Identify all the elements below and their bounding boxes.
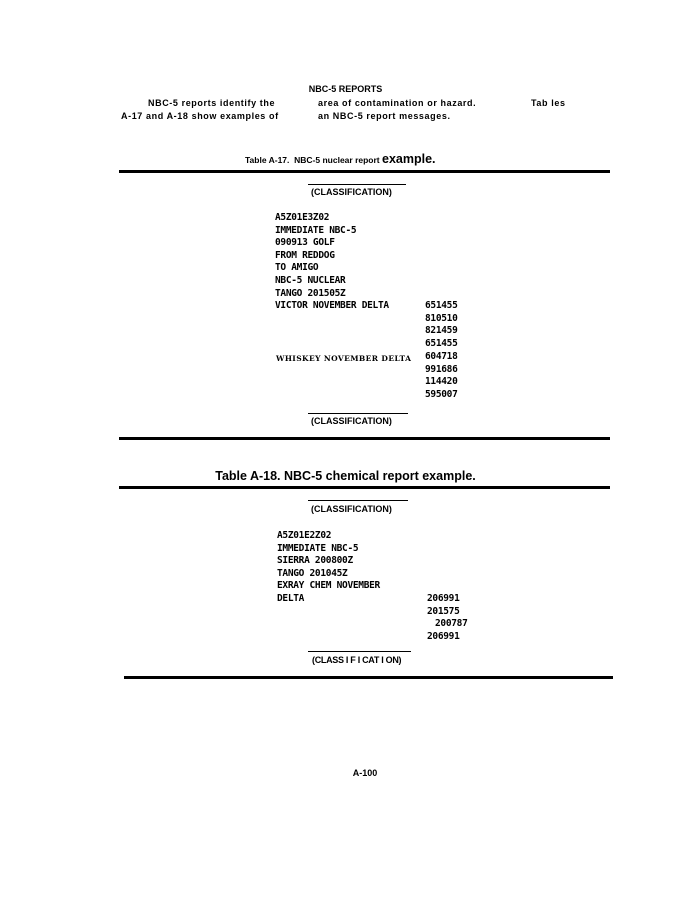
message-line: FROM REDDOG — [275, 249, 335, 261]
table-a17-caption-middle: NBC-5 nuclear report — [294, 155, 380, 165]
table-a18-values — [427, 593, 468, 643]
table-a17-whiskey-values — [425, 351, 458, 401]
table-a17-classification-bottom-line — [308, 413, 408, 414]
value-line: 651455 — [425, 337, 458, 349]
intro-line1-left: NBC-5 reports identify the — [148, 98, 276, 108]
message-line: SIERRA 200800Z — [277, 555, 353, 567]
table-a17-classification-top: (CLASSIFICATION) — [311, 187, 392, 197]
message-line: A5Z01E3Z02 — [275, 212, 330, 223]
intro-line2-left: A-17 and A-18 show examples of — [121, 111, 279, 121]
message-line: IMMEDIATE NBC-5 — [277, 542, 359, 554]
message-line: 090913 GOLF — [275, 237, 335, 249]
table-a17-victor-values — [425, 300, 458, 350]
table-a17-bottom-rule — [119, 437, 610, 440]
value-line: 991686 — [425, 363, 458, 375]
table-a17-whiskey-label: WHISKEY NOVEMBER DELTA — [276, 354, 412, 363]
page-number: A-100 — [352, 768, 378, 778]
table-a17-classification-bottom: (CLASSIFICATION) — [311, 416, 392, 426]
table-a18-caption: Table A-18. NBC-5 chemical report example. — [215, 469, 476, 483]
value-line: 604718 — [425, 351, 458, 362]
message-line: TANGO 201505Z — [275, 287, 346, 299]
value-line: 810510 — [425, 312, 458, 324]
message-line: TO AMIGO — [275, 262, 319, 274]
table-a17-message — [275, 212, 389, 313]
table-a18-message — [277, 530, 380, 606]
table-a18-classification-bottom: (CLASS I F I CAT I ON) — [312, 655, 402, 665]
message-line: A5Z01E2Z02 — [277, 530, 332, 541]
value-line: 200787 — [435, 618, 468, 630]
intro-line1-right: area of contamination or hazard. — [318, 98, 477, 108]
table-a17-caption — [245, 152, 436, 166]
message-line: IMMEDIATE NBC-5 — [275, 224, 357, 236]
message-line: VICTOR NOVEMBER DELTA — [275, 300, 389, 312]
value-line: 114420 — [425, 376, 458, 388]
table-a17-caption-prefix: Table A-17. — [245, 155, 290, 165]
message-line: NBC-5 NUCLEAR — [275, 274, 346, 286]
table-a17-classification-top-line — [308, 184, 406, 185]
section-heading: NBC-5 REPORTS — [308, 84, 383, 94]
message-line: EXRAY CHEM NOVEMBER — [277, 580, 380, 592]
value-line: 201575 — [427, 605, 460, 617]
value-line: 595007 — [425, 388, 458, 400]
message-line: TANGO 201045Z — [277, 567, 348, 579]
intro-line1-tail: Tab les — [531, 98, 566, 108]
table-a18-classification-bottom-line — [308, 651, 411, 652]
value-line: 821459 — [425, 325, 458, 337]
table-a18-top-rule — [119, 486, 610, 489]
table-a17-caption-end: example. — [382, 152, 436, 166]
message-line: DELTA — [277, 592, 305, 604]
table-a18-classification-top-line — [308, 500, 408, 501]
value-line: 206991 — [427, 593, 460, 604]
value-line: 651455 — [425, 300, 458, 311]
table-a18-bottom-rule — [124, 676, 613, 679]
table-a17-top-rule — [119, 170, 610, 173]
intro-line2-right: an NBC-5 report messages. — [318, 111, 451, 121]
table-a18-classification-top: (CLASSIFICATION) — [311, 504, 392, 514]
value-line: 206991 — [427, 630, 460, 642]
